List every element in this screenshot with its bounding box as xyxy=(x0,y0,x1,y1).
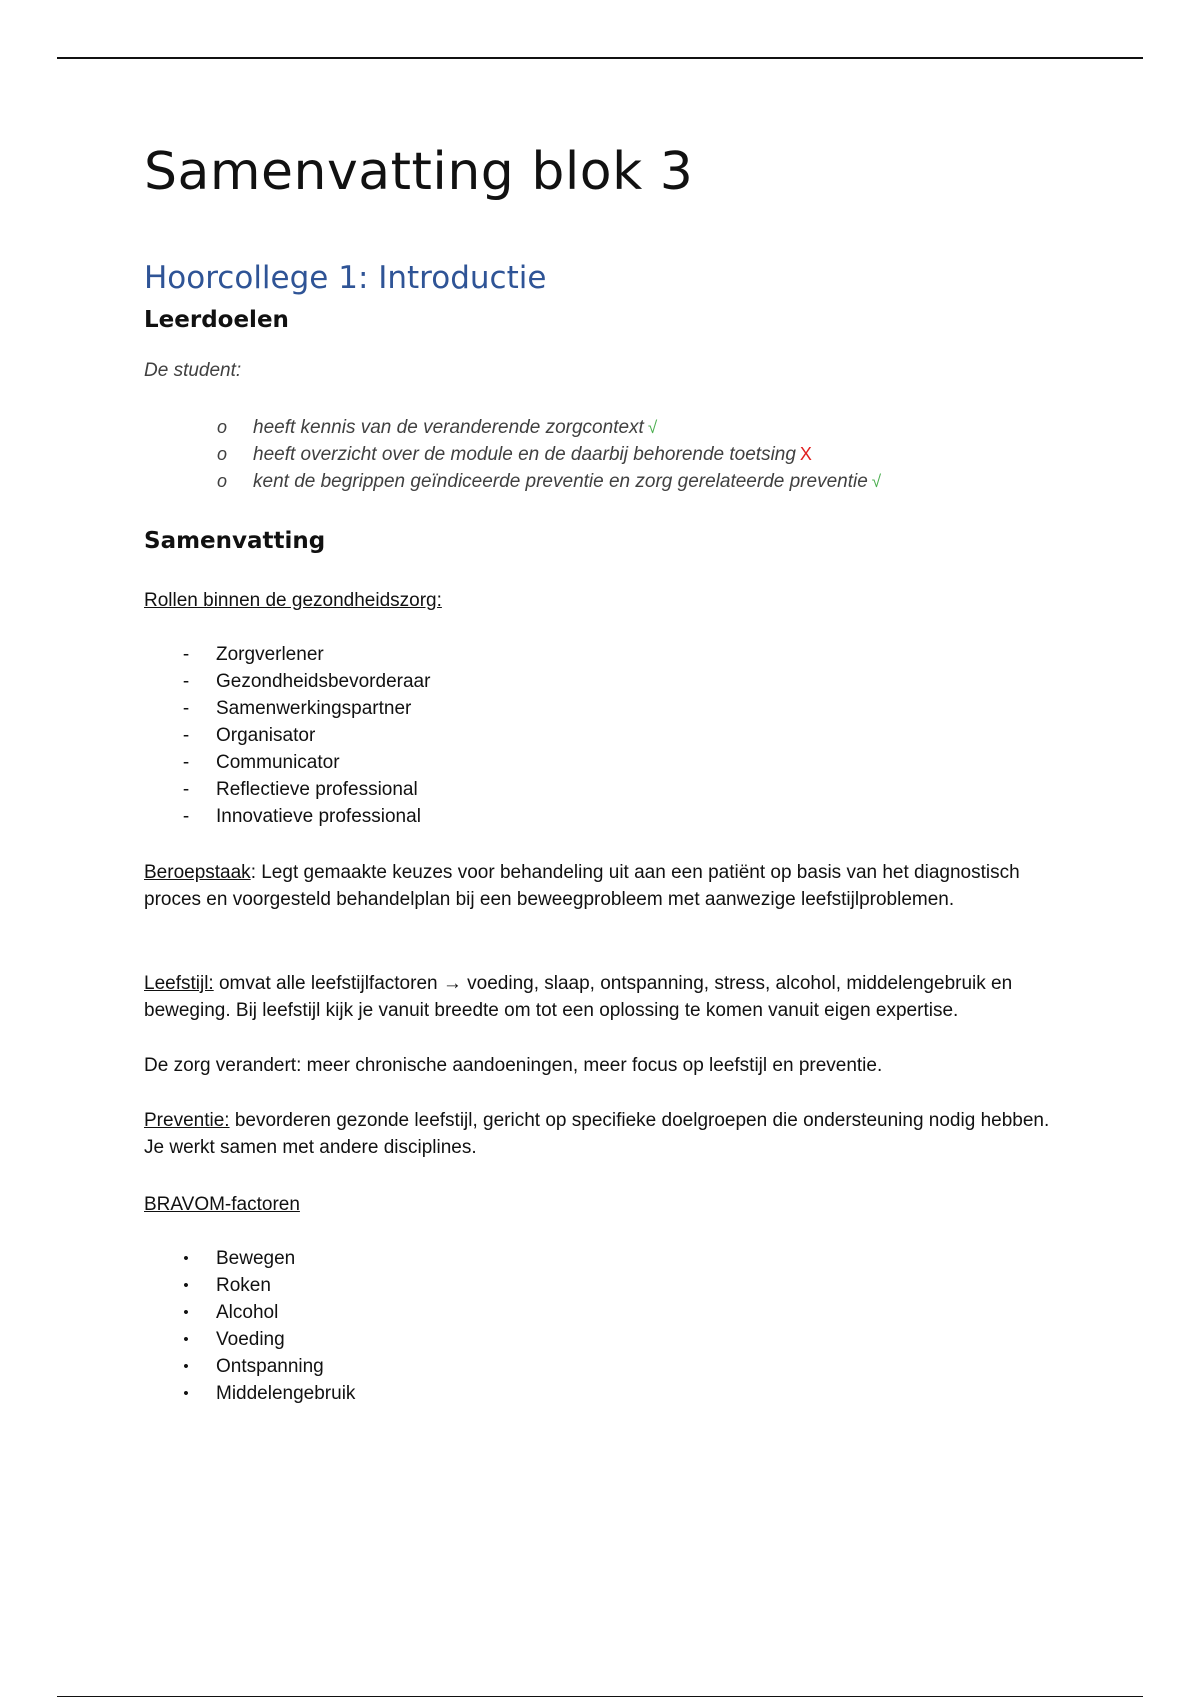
circle-bullet-icon: o xyxy=(217,471,228,491)
circle-bullet-icon: o xyxy=(217,417,228,437)
list-item xyxy=(144,414,881,441)
bravom-text: Middelengebruik xyxy=(216,1383,356,1404)
dash-bullet-icon: - xyxy=(182,752,190,773)
dash-bullet-icon: - xyxy=(182,779,190,800)
circle-bullet-icon: o xyxy=(217,444,228,464)
document-title: Samenvatting blok 3 xyxy=(144,142,694,202)
list-item xyxy=(144,803,430,830)
dash-bullet-icon: - xyxy=(182,644,190,665)
role-text: Organisator xyxy=(216,725,316,746)
list-item xyxy=(144,1245,355,1272)
bravom-text: Ontspanning xyxy=(216,1356,324,1377)
preventie-text: bevorderen gezonde leefstijl, gericht op specifieke doelgroepen die ondersteuning nodig hebben. Je werkt samen met andere disciplines. xyxy=(144,1110,1050,1158)
list-item xyxy=(144,468,881,495)
dash-bullet-icon: - xyxy=(182,671,190,692)
beroepstaak-paragraph xyxy=(144,859,1064,913)
list-item xyxy=(144,1299,355,1326)
goals-intro: De student: xyxy=(144,360,242,381)
bullet-dot-icon: • xyxy=(183,1385,189,1402)
roles-heading: Rollen binnen de gezondheidszorg: xyxy=(144,590,442,611)
beroepstaak-text: : Legt gemaakte keuzes voor behandeling uit aan een patiënt op basis van het diagnostisch proces en voorgesteld behandelplan bij een beweegprobleem met aanwezige leefstijlproblemen. xyxy=(144,862,1020,910)
bravom-list xyxy=(144,1245,355,1407)
checkmark-icon: √ xyxy=(871,472,882,491)
dash-bullet-icon: - xyxy=(182,698,190,719)
role-text: Samenwerkingspartner xyxy=(216,698,412,719)
list-item xyxy=(144,441,881,468)
goal-text: kent de begrippen geïndiceerde preventie en zorg gerelateerde preventie xyxy=(253,471,868,492)
preventie-paragraph xyxy=(144,1107,1064,1161)
cross-icon: X xyxy=(799,444,812,464)
roles-list xyxy=(144,641,430,830)
dash-bullet-icon: - xyxy=(182,725,190,746)
preventie-label: Preventie: xyxy=(144,1110,230,1131)
top-rule xyxy=(57,57,1143,59)
role-text: Zorgverlener xyxy=(216,644,324,665)
bravom-heading: BRAVOM-factoren xyxy=(144,1194,300,1215)
list-item xyxy=(144,641,430,668)
list-item xyxy=(144,695,430,722)
bullet-dot-icon: • xyxy=(183,1277,189,1294)
beroepstaak-label: Beroepstaak xyxy=(144,862,251,883)
leefstijl-text: omvat alle leefstijlfactoren → voeding, slaap, ontspanning, stress, alcohol, middelengebruik en beweging. Bij leefstijl kijk je vanuit breedte om tot een oplossing te komen vanuit eigen expertise. xyxy=(144,973,1013,1021)
bullet-dot-icon: • xyxy=(183,1304,189,1321)
list-item xyxy=(144,1272,355,1299)
bravom-text: Voeding xyxy=(216,1329,285,1350)
list-item xyxy=(144,1380,355,1407)
bottom-rule xyxy=(57,1696,1143,1697)
list-item xyxy=(144,1353,355,1380)
goals-list xyxy=(144,414,881,495)
bullet-dot-icon: • xyxy=(183,1358,189,1375)
role-text: Gezondheidsbevorderaar xyxy=(216,671,431,692)
bravom-text: Roken xyxy=(216,1275,271,1296)
role-text: Reflectieve professional xyxy=(216,779,418,800)
bullet-dot-icon: • xyxy=(183,1250,189,1267)
goals-heading: Leerdoelen xyxy=(144,307,289,333)
bravom-text: Alcohol xyxy=(216,1302,279,1323)
lecture-heading: Hoorcollege 1: Introductie xyxy=(144,260,547,296)
leefstijl-paragraph xyxy=(144,970,1064,1024)
goal-text: heeft overzicht over de module en de daarbij behorende toetsing xyxy=(253,444,796,465)
zorg-verandert-paragraph: De zorg verandert: meer chronische aandoeningen, meer focus op leefstijl en preventie. xyxy=(144,1055,883,1076)
role-text: Innovatieve professional xyxy=(216,806,421,827)
list-item xyxy=(144,668,430,695)
leefstijl-label: Leefstijl: xyxy=(144,973,214,994)
goal-text: heeft kennis van de veranderende zorgcontext xyxy=(253,417,644,438)
role-text: Communicator xyxy=(216,752,340,773)
list-item xyxy=(144,1326,355,1353)
bravom-text: Bewegen xyxy=(216,1248,296,1269)
dash-bullet-icon: - xyxy=(182,806,190,827)
bullet-dot-icon: • xyxy=(183,1331,189,1348)
list-item xyxy=(144,749,430,776)
summary-heading: Samenvatting xyxy=(144,528,326,554)
list-item xyxy=(144,722,430,749)
list-item xyxy=(144,776,430,803)
checkmark-icon: √ xyxy=(647,418,658,437)
